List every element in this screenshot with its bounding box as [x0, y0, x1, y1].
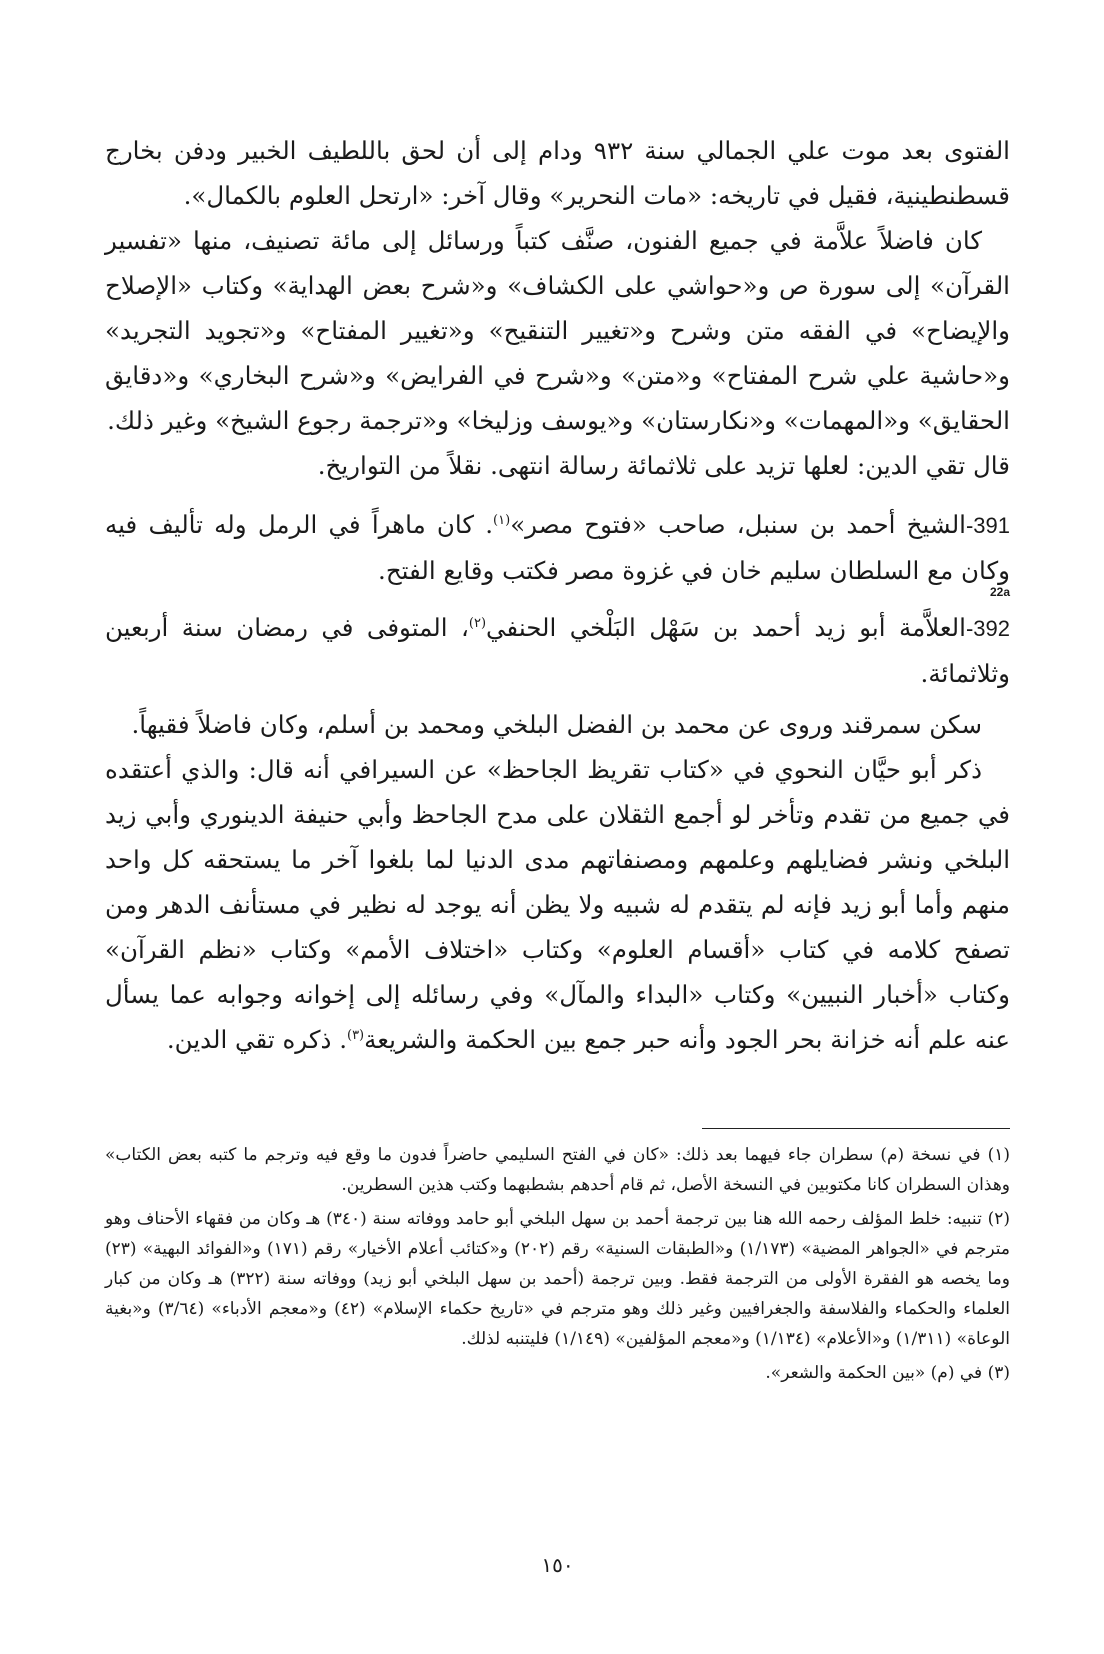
main-text: [105, 128, 1010, 1062]
footnote-text: في نسخة (م) سطران جاء فيهما بعد ذلك: «كان في الفتح السليمي حاضراً فدون ما وقع فيه وترجم ما كتبه بعض الكتاب» وهذان السطران كانا مكتوبين في النسخة الأصل، ثم قام أحدهم بشطبهما وكتب هذين السطرين.: [105, 1145, 1010, 1195]
paragraph-2: كان فاضلاً علاَّمة في جميع الفنون، صنَّف كتباً ورسائل إلى مائة تصنيف، منها «تفسير القرآن» إلى سورة ص و«حواشي على الكشاف» و«شرح بعض الهداية» وكتاب «الإصلاح والإيضاح» في الفقه متن وشرح و«تغيير التنقيح» و«تغيير المفتاح» و«تجويد التجريد» و«حاشية علي شرح المفتاح» و«متن» و«شرح في الفرايض» و«شرح البخاري» و«دقايق الحقايق» و«المهمات» و«نكارستان» و«يوسف وزليخا» و«ترجمة رجوع الشيخ» وغير ذلك.: [105, 226, 1010, 435]
paragraph-3: قال تقي الدين: لعلها تزيد على ثلاثمائة رسالة انتهى. نقلاً من التواريخ.: [317, 451, 1010, 480]
page-number: ١٥٠: [541, 1553, 574, 1577]
paragraph-5-text: ذكر أبو حيَّان النحوي في «كتاب تقريظ الجاحظ» عن السيرافي أنه قال: والذي أعتقده في جميع من تقدم وتأخر لو أجمع الثقلان على مدح الجاحظ وأبي حنيفة الدينوري وأبي زيد البلخي ونشر فضايلهم وعلمهم ومصنفاتهم مدى الدنيا لما بلغوا آخر ما يستحقه كل واحد منهم وأما أبو زيد فإنه لم يتقدم له شبيه ولا يظن أنه يوجد له نظير في مستأنف الدهر ومن تصفح كلامه في كتاب «أقسام العلوم» وكتاب «اختلاف الأمم» وكتاب «نظم القرآن» وكتاب «أخبار النبيين» وكتاب «البداء والمآل» وفي رسائله إلى إخوانه وجوابه عما يسأل عنه علم أنه خزانة بحر الجود وأنه حبر جمع بين الحكمة والشريعة: [105, 755, 1010, 1054]
entry-number: 392-: [965, 616, 1010, 641]
paragraph-1: الفتوى بعد موت علي الجمالي سنة ٩٣٢ ودام إلى أن لحق باللطيف الخبير ودفن بخارج قسطنطينية، فقيل في تاريخه: «مات النحرير» وقال آخر: «ارتحل العلوم بالكمال».: [105, 136, 1010, 210]
footnote-2: [105, 1204, 1010, 1354]
footnote-1: [105, 1140, 1010, 1200]
entry-text-cont: ، المتوفى في رمضان سنة أربعين وثلاثمائة.: [105, 613, 1010, 688]
footnote-text: في (م) «بين الحكمة والشعر».: [765, 1363, 983, 1383]
footnote-ref: (٢): [468, 615, 487, 631]
footnote-text: تنبيه: خلط المؤلف رحمه الله هنا بين ترجمة أحمد بن سهل البلخي أبو حامد ووفاته سنة (٣٤٠) هـ وكان من فقهاء الأحناف وهو مترجم في «الجواهر المضية» (١/١٧٣) و«الطبقات السنية» رقم (٢٠٢) و«كتائب أعلام الأخيار» رقم (١٧١) و«الفوائد البهية» (٢٣) وما يخصه هو الفقرة الأولى من الترجمة فقط. وبين ترجمة (أحمد بن سهل البلخي أبو زيد) ووفاته سنة (٣٢٢) هـ وكان من كبار العلماء والحكماء والفلاسفة والجغرافيين وغير ذلك وهو مترجم في «تاريخ حكماء الإسلام» (٤٢) و«معجم الأدباء» (٣/٦٤) و«بغية الوعاة» (١/٣١١) و«الأعلام» (١/١٣٤) و«معجم المؤلفين» (١/١٤٩) فليتنبه لذلك.: [105, 1209, 1011, 1349]
entry-text: الشيخ أحمد بن سنبل، صاحب «فتوح مصر»: [510, 510, 966, 539]
paragraph-4: سكن سمرقند وروى عن محمد بن الفضل البلخي ومحمد بن أسلم، وكان فاضلاً فقيهاً.: [131, 710, 982, 739]
footnote-ref: (٣): [346, 1027, 365, 1043]
footnote-number: (٢): [987, 1209, 1010, 1229]
footnote-number: (٣): [987, 1363, 1010, 1383]
footnotes: [105, 1140, 1010, 1388]
margin-folio-marker: 22a: [989, 585, 1010, 599]
footnote-separator: [702, 1128, 1010, 1129]
book-page: [105, 0, 1010, 1654]
entry-392: [105, 605, 1010, 696]
entry-number: 391-: [965, 513, 1011, 538]
footnote-number: (١): [987, 1145, 1011, 1165]
paragraph-5: [105, 747, 1010, 1062]
footnote-3: [105, 1358, 1010, 1388]
entry-391: [105, 502, 1010, 593]
paragraph-5-end: . ذكره تقي الدين.: [166, 1025, 347, 1054]
footnote-ref: (١): [493, 512, 511, 528]
entry-text-cont: . كان ماهراً في الرمل وله تأليف فيه وكان مع السلطان سليم خان في غزوة مصر فكتب وقايع الفتح.: [105, 510, 1010, 585]
entry-text: العلاَّمة أبو زيد أحمد بن سَهْل البَلْخي الحنفي: [486, 613, 966, 642]
